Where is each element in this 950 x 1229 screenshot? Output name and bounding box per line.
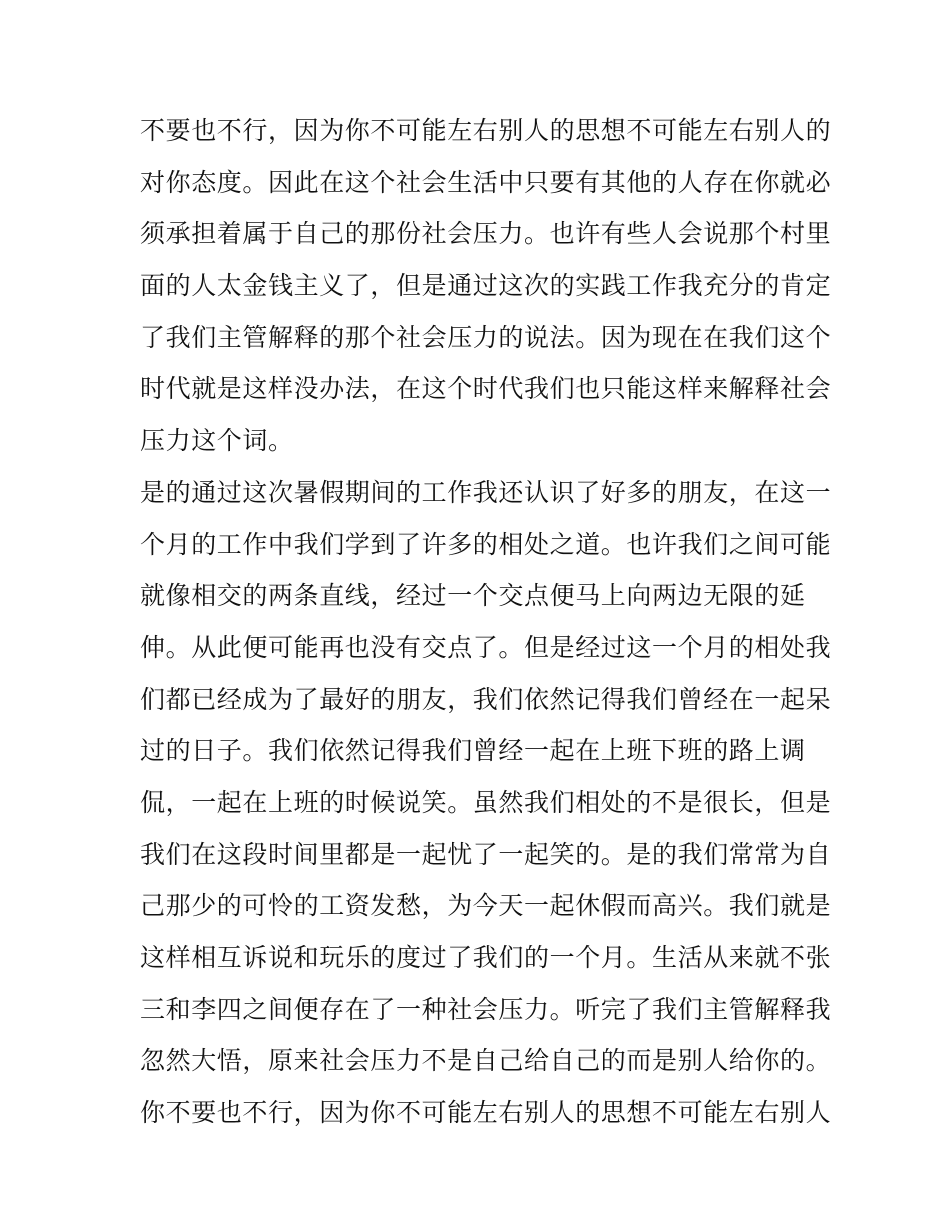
text-line-9: 个月的工作中我们学到了许多的相处之道。也许我们之间可能 bbox=[140, 529, 832, 559]
text-line-5: 了我们主管解释的那个社会压力的说法。因为现在在我们这个 bbox=[140, 322, 832, 352]
text-line-18: 三和李四之间便存在了一种社会压力。听完了我们主管解释我 bbox=[140, 994, 832, 1024]
text-line-17: 这样相互诉说和玩乐的度过了我们的一个月。生活从来就不张 bbox=[140, 943, 832, 972]
text-line-8: 是的通过这次暑假期间的工作我还认识了好多的朋友，在这一 bbox=[140, 477, 832, 507]
text-line-6: 时代就是这样没办法，在这个时代我们也只能这样来解释社会 bbox=[140, 374, 832, 404]
text-line-10: 就像相交的两条直线，经过一个交点便马上向两边无限的延 bbox=[140, 581, 806, 611]
text-line-1: 不要也不行，因为你不可能左右别人的思想不可能左右别人的 bbox=[140, 116, 832, 145]
text-line-14: 侃，一起在上班的时候说笑。虽然我们相处的不是很长，但是 bbox=[140, 787, 832, 817]
text-line-20: 你不要也不行，因为你不可能左右别人的思想不可能左右别人 bbox=[140, 1098, 832, 1128]
body-text bbox=[140, 105, 832, 1139]
text-line-15: 我们在这段时间里都是一起忧了一起笑的。是的我们常常为自 bbox=[140, 839, 832, 869]
text-line-11: 伸。从此便可能再也没有交点了。但是经过这一个月的相处我 bbox=[140, 632, 832, 662]
text-line-16: 己那少的可怜的工资发愁，为今天一起休假而高兴。我们就是 bbox=[140, 891, 832, 921]
text-line-13: 过的日子。我们依然记得我们曾经一起在上班下班的路上调 bbox=[140, 736, 806, 766]
text-line-7: 压力这个词。 bbox=[140, 426, 294, 456]
text-line-12: 们都已经成为了最好的朋友，我们依然记得我们曾经在一起呆 bbox=[140, 684, 832, 714]
text-line-19: 忽然大悟，原来社会压力不是自己给自己的而是别人给你的。 bbox=[140, 1046, 832, 1076]
text-line-4: 面的人太金钱主义了，但是通过这次的实践工作我充分的肯定 bbox=[140, 271, 832, 301]
text-line-2: 对你态度。因此在这个社会生活中只要有其他的人存在你就必 bbox=[140, 167, 832, 197]
text-line-3: 须承担着属于自己的那份社会压力。也许有些人会说那个村里 bbox=[140, 219, 832, 249]
